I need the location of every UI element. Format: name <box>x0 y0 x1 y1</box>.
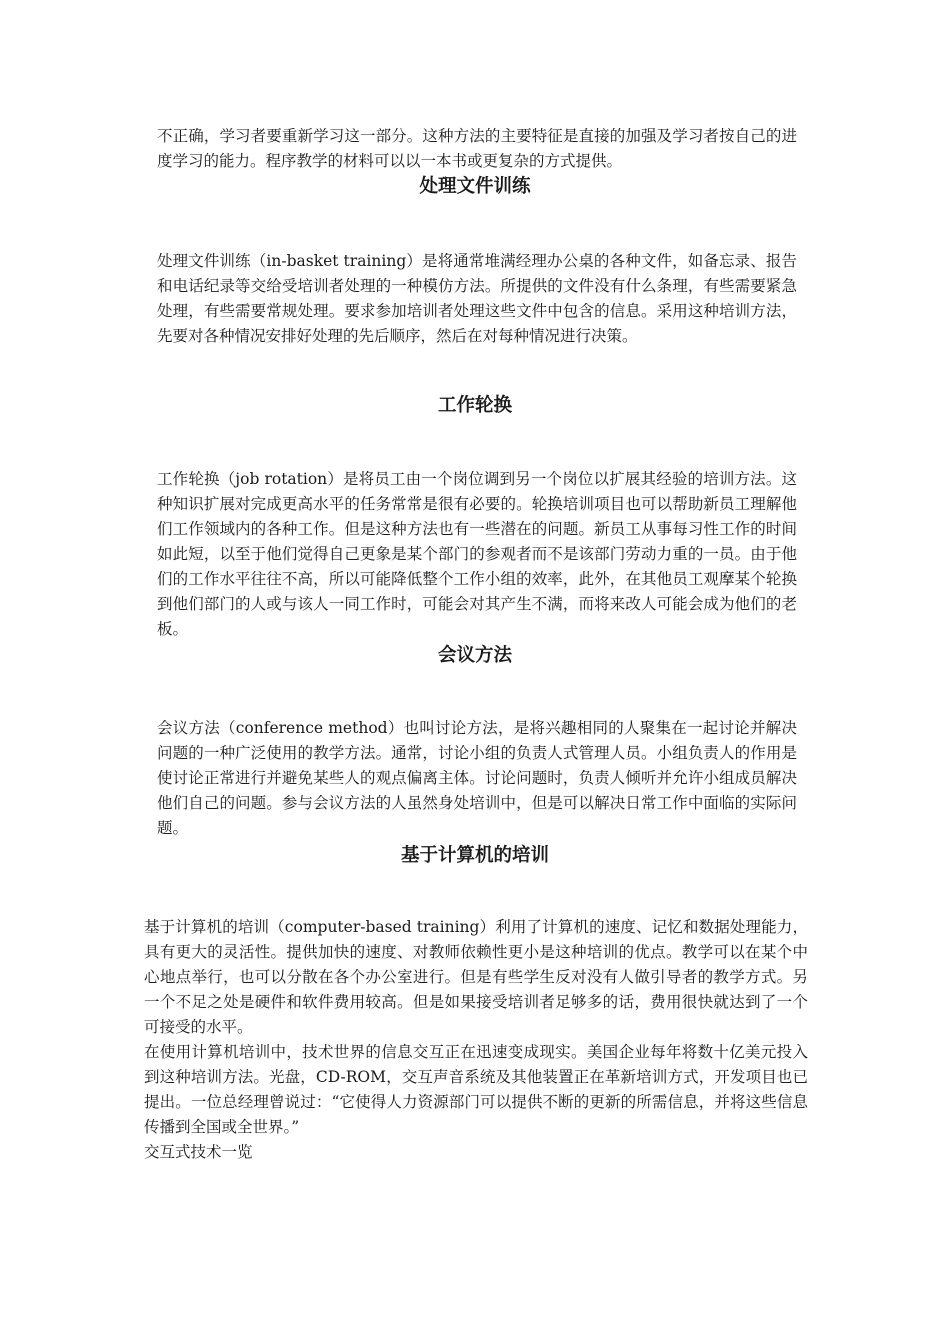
computer-based-paragraph-1: 基于计算机的培训（computer-based training）利用了计算机的速度、记忆和数据处理能力，具有更大的灵活性。提供加快的速度、对教师依赖性更小是这种培训的优点。教学可以在某个中心地点举行，也可以分散在各个办公室进行。但是有些学生反对没有人做引导者的教学方式。另一个不足之处是硬件和软件费用较高。但是如果接受培训者足够多的话，费用很快就达到了一个可接受的水平。 <box>144 918 808 1036</box>
section-heading-conference: 会议方法 <box>437 645 512 666</box>
computer-based-paragraph-2: 在使用计算机培训中，技术世界的信息交互正在迅速变成现实。美国企业每年将数十亿美元投入到这种培训方法。光盘，CD-ROM，交互声音系统及其他装置正在革新培训方式，开发项目也已提出。一位总经理曾说过：“它使得人力资源部门可以提供不断的更新的所需信息，并将这些信息传播到全国或全世界。” <box>144 1043 808 1136</box>
conference-paragraph: 会议方法（conference method）也叫讨论方法，是将兴趣相同的人聚集在一起讨论并解决问题的一种广泛使用的教学方法。通常，讨论小组的负责人式管理人员。小组负责人的作用是使讨论正常进行并避免某些人的观点偏离主体。讨论问题时，负责人倾听并允许小组成员解决他们自己的问题。参与会议方法的人虽然身处培训中，但是可以解决日常工作中面临的实际问题。 <box>157 719 797 837</box>
section-heading-job-rotation: 工作轮换 <box>437 395 512 416</box>
computer-based-paragraph-3: 交互式技术一览 <box>144 1143 253 1161</box>
in-basket-paragraph: 处理文件训练（in-basket training）是将通常堆满经理办公桌的各种文件，如备忘录、报告和电话纪录等交给受培训者处理的一种模仿方法。所提供的文件没有什么条理，有些需要紧急处理，有些需要常规处理。要求参加培训者处理这些文件中包含的信息。采用这种培训方法，先要对各种情况安排好处理的先后顺序，然后在对每种情况进行决策。 <box>157 252 797 345</box>
section-heading-in-basket: 处理文件训练 <box>419 176 531 197</box>
intro-paragraph: 不正确，学习者要重新学习这一部分。这种方法的主要特征是直接的加强及学习者按自己的进度学习的能力。程序教学的材料可以以一本书或更复杂的方式提供。 <box>157 127 797 170</box>
section-heading-computer-based: 基于计算机的培训 <box>400 845 549 866</box>
job-rotation-paragraph: 工作轮换（job rotation）是将员工由一个岗位调到另一个岗位以扩展其经验的培训方法。这种知识扩展对完成更高水平的任务常常是很有必要的。轮换培训项目也可以帮助新员工理解他们工作领域内的各种工作。但是这种方法也有一些潜在的问题。新员工从事每习性工作的时间如此短，以至于他们觉得自己更象是某个部门的参观者而不是该部门劳动力重的一员。由于他们的工作水平往往不高，所以可能降低整个工作小组的效率，此外，在其他员工观摩某个轮换到他们部门的人或与该人一同工作时，可能会对其产生不满，而将来改人可能会成为他们的老板。 <box>157 470 797 638</box>
